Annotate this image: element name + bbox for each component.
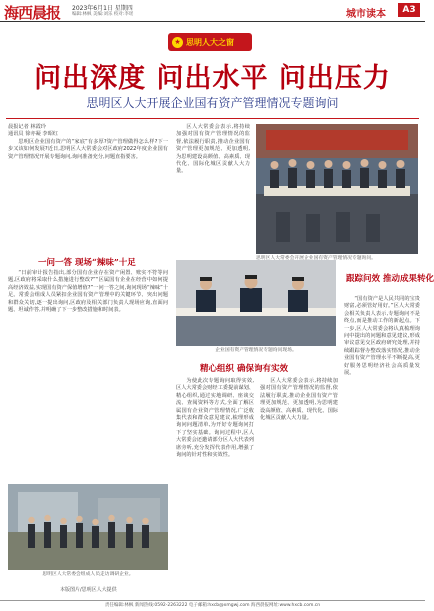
photo-meeting-closeup-image <box>176 260 336 346</box>
masthead: 海西晨报 <box>4 4 61 22</box>
byline-reporter: 晨报记者 林霞玲 <box>8 124 46 130</box>
section-body-2b <box>260 378 338 592</box>
byline-correspondent: 通讯员 徐亦凝 李昭红 <box>8 131 58 138</box>
section-1-paragraph: “日前审计报告指出,部分国有企业存在资产闲置、账实不符等问题,区政府将采取什么措施进行整改?”“区属国有企业在经营中如何提高经济效益,实现国有资产保值增值?”一问一答之间,询问现场“辣味”十足。常委会组成人员紧扣企业国有资产管理中的关键环节、突出问题和群众关切,逐一提出询问,区政府及相关部门负责人现场应询,直面问题、坦诚作答,并明确了下一步整改措施和时间表。 <box>8 270 168 314</box>
issue-date: 2023年6月1日 星期四 <box>72 5 133 12</box>
photo-wide-caption: 思明区人大常委会开展企业国有资产管理情况专题询问。 <box>256 256 376 261</box>
section-title-2: 精心组织 确保询有实效 <box>200 364 288 374</box>
lead-block <box>8 124 168 252</box>
headline-divider <box>6 118 419 119</box>
emblem-icon: ★ <box>172 37 183 48</box>
lead-paragraph: 思明区企业国有资产的“家底”有多厚?资产管理做得怎么样?下一步又该如何发展?近日,思明区人大常委会对区政府2022年度企业国有资产管理情况开展专题询问,询问准备充分,问题直指要害。 <box>8 138 168 160</box>
section-body-3 <box>344 296 420 592</box>
photo-meeting-wide-image <box>256 124 418 254</box>
page-header <box>0 0 425 22</box>
section-2-paragraph: 为使此次专题询问取得实效,区人大常委会财经工委提前谋划、精心组织,通过实地调研、座谈交流、查阅资料等方式,全面了解区属国有企业资产管理情况,广泛收集代表和群众意见建议,梳理形成询问问题清单,为开好专题询问打下了坚实基础。询问过程中,区人大常委会还邀请部分区人大代表列席旁听,充分发挥代表作用,增强了询问的针对性和实效性。 <box>176 378 254 459</box>
closing-paragraph: 区人大常委会表示,将持续加强对国有资产管理情况的监督,依法履行职责,推动企业国有资产管理更加规范、更加透明,为思明建设高颜值、高素质、现代化、国际化城区贡献人大力量。 <box>260 378 338 422</box>
middle-column-text <box>176 124 250 252</box>
section-title-3: 跟踪问效 推动成果转化 <box>346 274 434 284</box>
section-title-1: 一问一答 现场“辣味”十足 <box>38 258 136 268</box>
photo-visit <box>8 484 168 570</box>
section-3-paragraph: “国有资产是人民共同的宝贵财富,必须管好用好。”区人大常委会相关负责人表示,专题询问不是终点,而是推动工作的新起点。下一步,区人大常委会将认真梳理询问中提出的问题和意见建议,形成审议意见交区政府研究处理,并持续跟踪督办整改落实情况,推动企业国有资产管理水平不断提高,更好服务思明经济社会高质量发展。 <box>344 296 420 377</box>
section-name: 城市读本 <box>346 9 386 20</box>
photo-meeting-wide <box>256 124 418 254</box>
page-footer: 责任编辑:林枫 新闻热线:0592-2263222 电子邮箱:hxcb@xmgwj.com 海西晨报网址:www.hxcb.com.cn <box>0 600 425 611</box>
photo-visit-caption: 思明区人大常委会组成人员走访调研企业。 <box>42 572 134 577</box>
page-number: A3 <box>398 3 420 17</box>
subheadline: 思明区人大开展企业国有资产管理情况专题询问 <box>86 96 339 110</box>
editor-line: 编辑:林枫 美编:刘乐 校对:李瑶 <box>72 12 134 17</box>
photo-credit: 本版图片/思明区人大提供 <box>60 587 117 593</box>
photo-meeting-closeup <box>176 260 336 346</box>
photo-visit-image <box>8 484 168 570</box>
photo-closeup-caption: 企业国有资产管理情况专题询问现场。 <box>215 348 297 353</box>
section-body-1 <box>8 270 168 478</box>
middle-paragraph: 区人大常委会表示,将持续加强对国有资产管理情况的监督,依法履行职责,推动企业国有资产管理更加规范、更加透明,为思明建设高颜值、高素质、现代化、国际化城区贡献人大力量。 <box>176 124 250 175</box>
section-body-2a <box>176 378 254 592</box>
headline: 问出深度 问出水平 问出压力 <box>34 63 391 94</box>
column-logo-text: 思明人大之窗 <box>186 37 234 47</box>
column-logo <box>168 33 252 51</box>
